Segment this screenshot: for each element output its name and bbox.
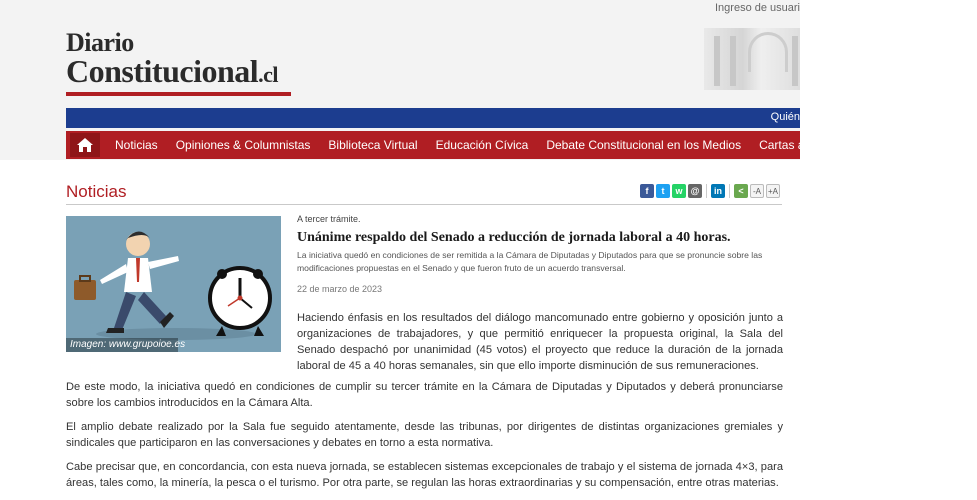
login-link[interactable]: Ingreso de usuari (715, 2, 800, 14)
nav-item-educacion[interactable]: Educación Cívica (435, 138, 529, 152)
logo-underline (66, 92, 291, 96)
twitter-icon[interactable]: t (656, 184, 670, 198)
whatsapp-icon[interactable]: w (672, 184, 686, 198)
article-kicker: A tercer trámite. (297, 214, 361, 224)
share-separator (706, 184, 707, 198)
logo-suffix: .cl (258, 62, 279, 87)
logo-line-2 (66, 53, 296, 90)
nav-item-noticias[interactable]: Noticias (115, 138, 158, 152)
image-caption: Imagen: www.grupoioe.es (70, 339, 186, 350)
top-blue-bar (66, 108, 800, 128)
article-image (66, 216, 281, 352)
font-decrease-button[interactable]: -A (750, 184, 764, 198)
article-summary: La iniciativa quedó en condiciones de ser remitida a la Cámara de Diputadas y Diputados para que se pronuncie sobre las modificaciones propuestas en el Senado y que fueron fruto de un acuerdo transversal. (297, 250, 763, 273)
logo-name: Constitucional (66, 53, 259, 89)
article-date: 22 de marzo de 2023 (297, 284, 383, 294)
nav-item-debate[interactable]: Debate Constitucional en los Medios (546, 138, 742, 152)
logo-line-1: Diario (66, 28, 134, 57)
facebook-icon[interactable]: f (640, 184, 654, 198)
home-button[interactable] (70, 133, 100, 157)
section-title: Noticias (66, 182, 127, 201)
top-bar-link[interactable]: Quién (770, 111, 800, 123)
linkedin-icon[interactable]: in (711, 184, 725, 198)
article-paragraph-1: Haciendo énfasis en los resultados del diálogo mancomunado entre gobierno y oposición junto a organizaciones de trabajadores, y que permitió enriquecer la propuesta original, la Sala del Senado despachó por unanimidad (45 votos) el proyecto que reduce la duración de la jornada laboral de 45 a 40 horas semanales, sin que ello importe disminución de sus remuneraciones. (297, 312, 783, 372)
nav-item-cartas[interactable]: Cartas al Director (759, 138, 853, 152)
main-nav (66, 131, 968, 159)
share-toolbar (640, 184, 780, 198)
nav-item-proceso[interactable]: Proceso Constituy (870, 138, 968, 152)
article-paragraph-3: El amplio debate realizado por la Sala fue seguido atentamente, desde las tribunas, por dirigentes de distintas organizaciones gremiales y sindicales que participaron en las conversaciones y debates en torno a esta normativa. (66, 421, 783, 449)
share-icon[interactable]: < (734, 184, 748, 198)
nav-item-opiniones[interactable]: Opiniones & Columnistas (175, 138, 311, 152)
article-headline[interactable]: Unánime respaldo del Senado a reducción de jornada laboral a 40 horas. (297, 230, 731, 245)
nav-item-biblioteca[interactable]: Biblioteca Virtual (328, 138, 418, 152)
email-icon[interactable]: @ (688, 184, 702, 198)
article-paragraph-2: De este modo, la iniciativa quedó en condiciones de cumplir su tercer trámite en la Cámara de Diputadas y Diputados y deberá pronunciarse sobre los cambios introducidos en la Cámara Alta. (66, 381, 783, 409)
font-increase-button[interactable]: +A (766, 184, 780, 198)
site-logo[interactable] (66, 30, 296, 96)
header-building-image (704, 28, 800, 90)
share-separator (729, 184, 730, 198)
running-man-clock-illustration (66, 216, 281, 352)
home-icon (76, 137, 94, 153)
article-paragraph-4: Cabe precisar que, en concordancia, con esta nueva jornada, se establecen sistemas excepcionales de trabajo y el sistema de jornada 4×3, para áreas, tales como, la minería, la pesca o el turismo. Por otra parte, se regulan las horas extraordinarias y su compensación, entre otras materias. (66, 461, 783, 489)
section-divider (66, 204, 782, 205)
